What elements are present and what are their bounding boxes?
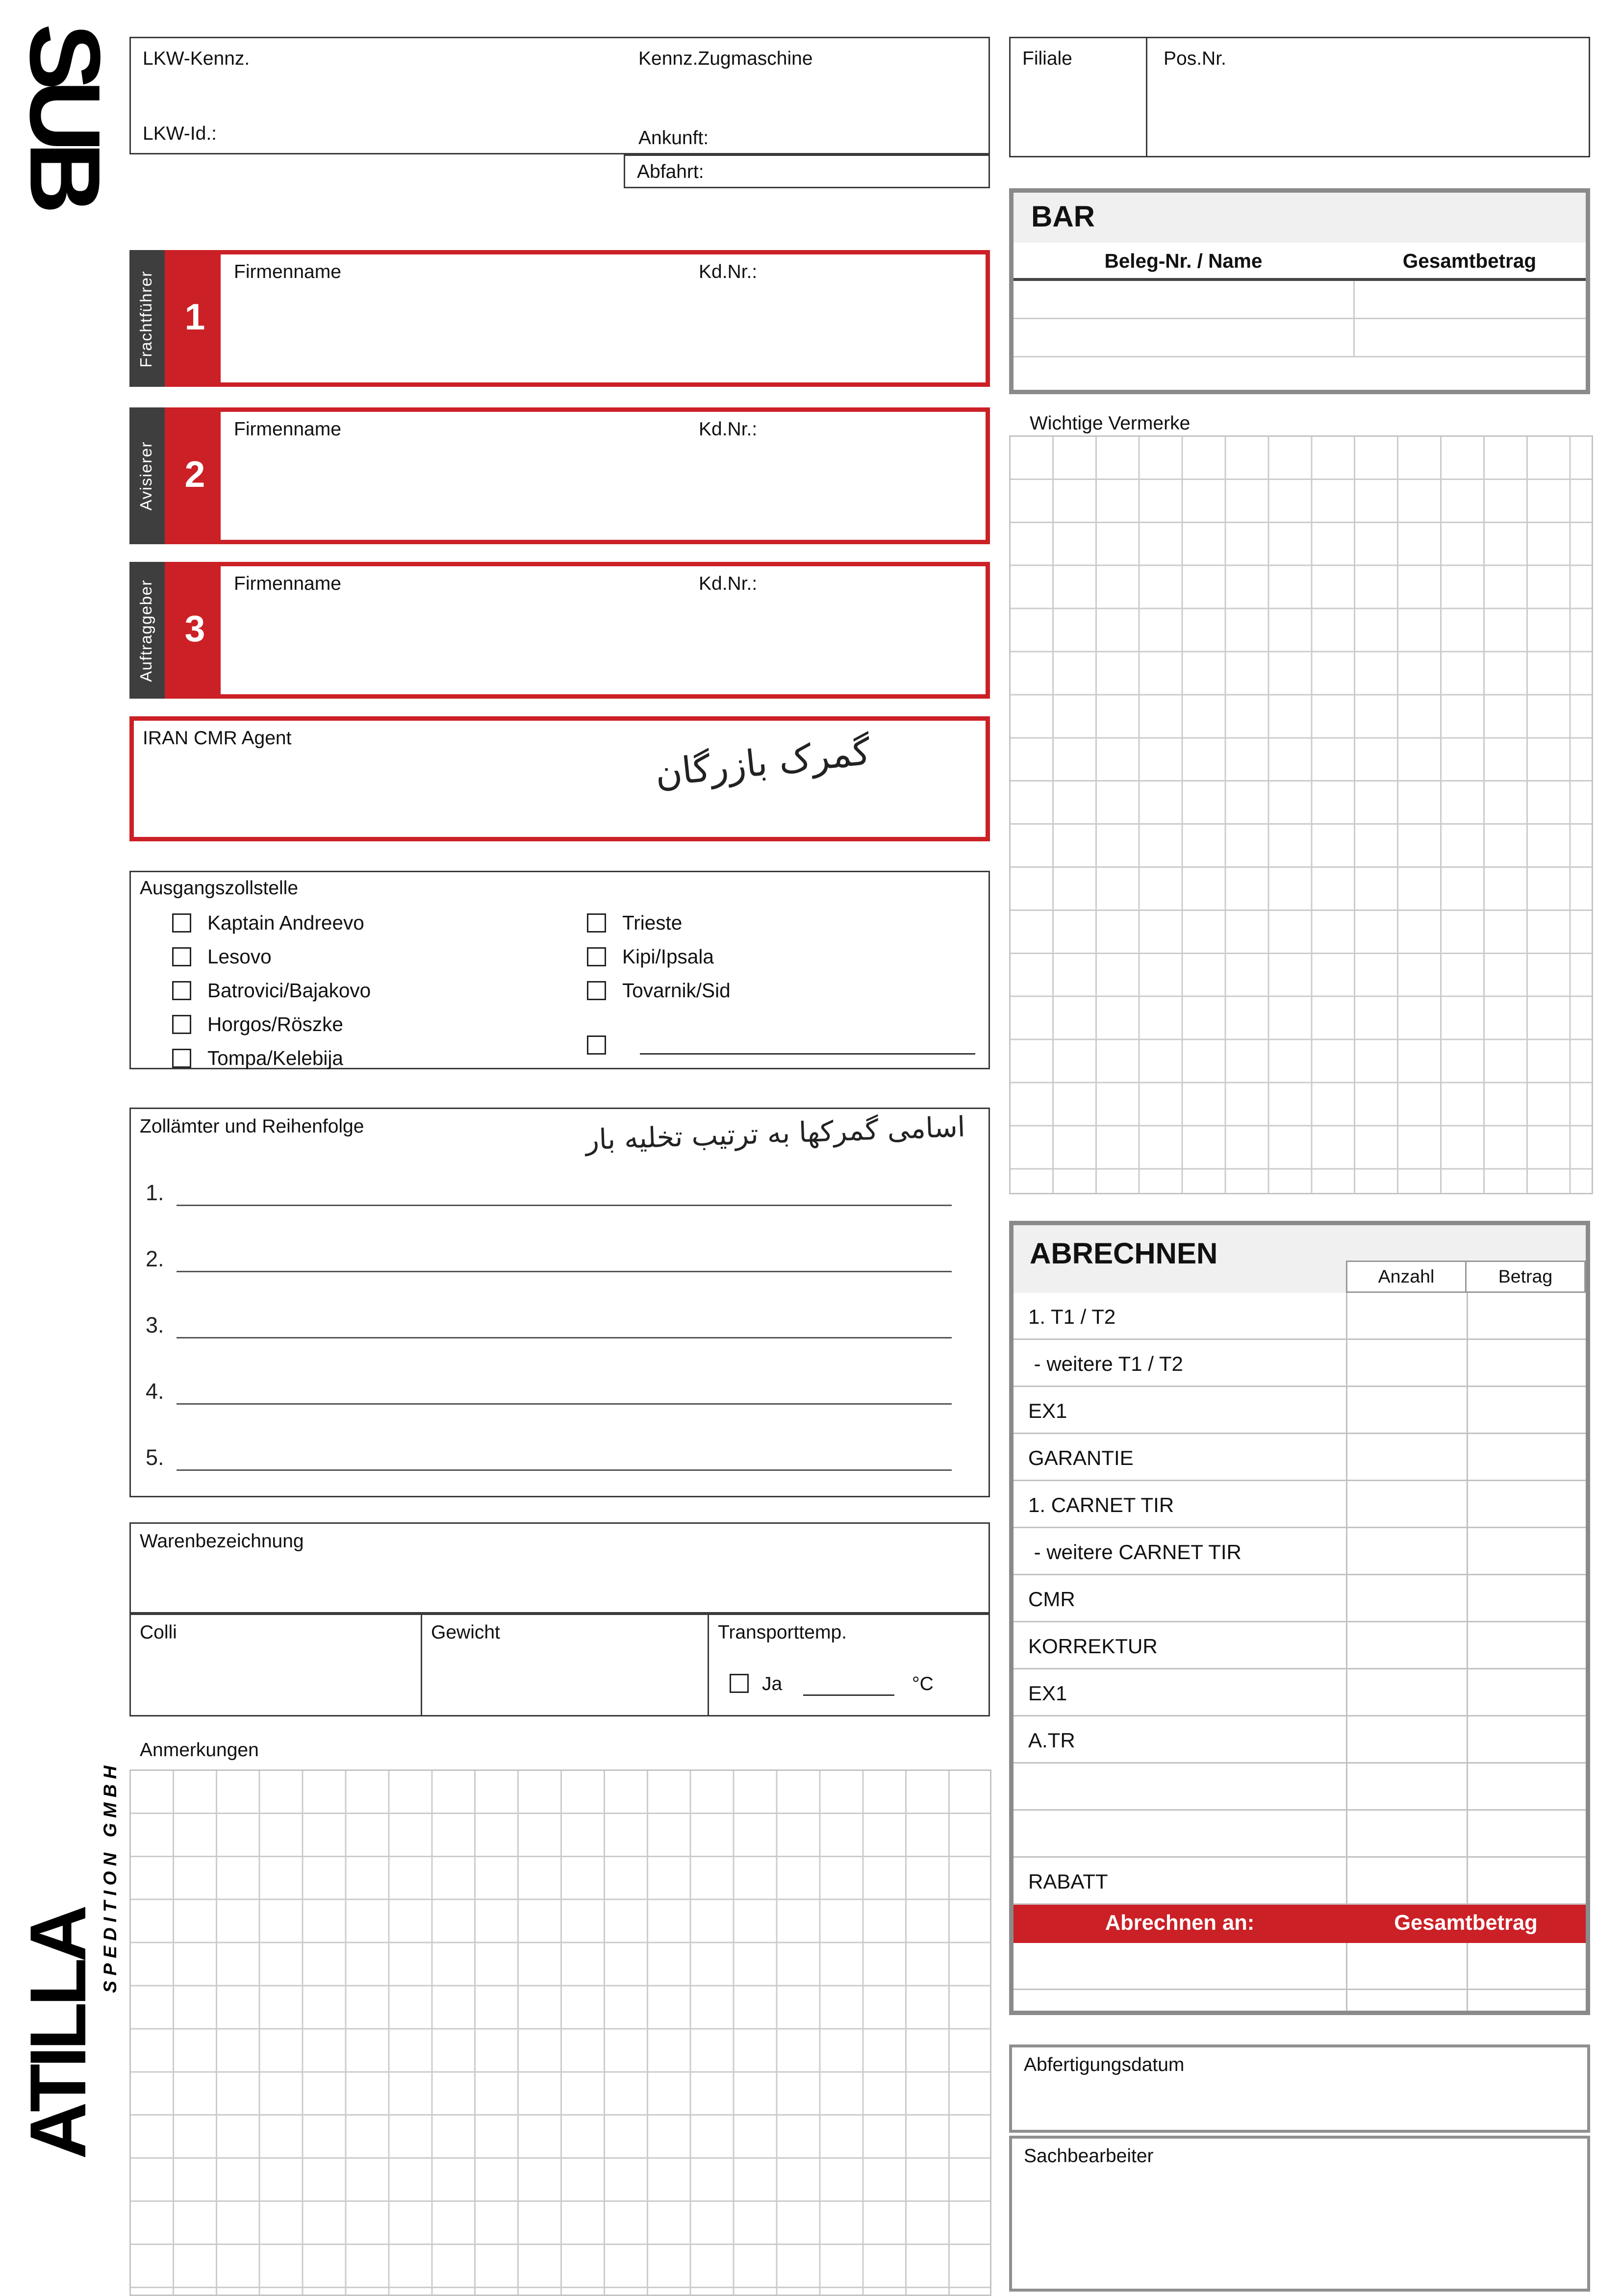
zollaemter-handwriting: اسامی گمرکها به ترتیب تخلیه بار — [584, 1111, 965, 1157]
party-number-badge: 1 — [169, 254, 221, 382]
anzahl-cell[interactable] — [1346, 1943, 1467, 1989]
anmerkungen-label: Anmerkungen — [140, 1739, 259, 1761]
ausgangszollstelle-box — [129, 871, 990, 1069]
zoll-option-label: Horgos/Röszke — [207, 1013, 343, 1035]
zoll-option — [172, 940, 371, 974]
write-line[interactable] — [176, 1312, 952, 1338]
party-role-label: Frachtführer — [138, 270, 156, 367]
transporttemp-cell[interactable] — [708, 1615, 991, 1715]
abrechnen-title: ABRECHNEN — [1030, 1238, 1218, 1271]
abrechnen-row-label: CMR — [1028, 1586, 1075, 1610]
betrag-cell[interactable] — [1467, 1528, 1586, 1574]
abrechnen-row — [1014, 1481, 1586, 1528]
party-role-strip — [129, 562, 165, 699]
zollamt-line-1 — [146, 1180, 952, 1206]
betrag-cell[interactable] — [1467, 1716, 1586, 1762]
filiale-divider — [1146, 38, 1147, 156]
zoll-option-label: Kaptain Andreevo — [207, 912, 364, 934]
abrechnen-row — [1014, 1764, 1586, 1811]
party-role-label: Auftraggeber — [138, 579, 156, 681]
colli-cell[interactable] — [131, 1615, 421, 1715]
anzahl-cell[interactable] — [1346, 1990, 1467, 2015]
write-line[interactable] — [176, 1246, 952, 1272]
party-role-strip — [129, 407, 165, 544]
party-frachtfuehrer — [129, 250, 990, 387]
line-number: 5. — [146, 1446, 164, 1471]
bar-cell-betrag[interactable] — [1355, 281, 1586, 318]
zoll-checkbox[interactable] — [172, 913, 191, 933]
bar-col-gesamtbetrag-label: Gesamtbetrag — [1402, 249, 1537, 272]
ausgangszollstelle-label: Ausgangszollstelle — [140, 877, 299, 899]
line-number: 2. — [146, 1247, 164, 1272]
kennz-zugmaschine-label: Kennz.Zugmaschine — [638, 47, 813, 69]
abrechnen-row — [1014, 1811, 1586, 1858]
zoll-option-other — [587, 1028, 975, 1062]
betrag-cell[interactable] — [1467, 1943, 1586, 1989]
bar-row[interactable] — [1014, 281, 1586, 319]
ankunft-label: Ankunft: — [638, 126, 709, 149]
colli-label: Colli — [140, 1621, 177, 1643]
anzahl-cell[interactable] — [1346, 1858, 1467, 1903]
bar-column-headers — [1014, 243, 1586, 281]
abrechnen-header — [1014, 1225, 1586, 1293]
betrag-cell[interactable] — [1467, 1990, 1586, 2015]
brand-atilla: ATILLA — [15, 1909, 103, 2159]
zoll-checkbox[interactable] — [587, 981, 606, 1000]
abrechnen-row — [1014, 1716, 1586, 1764]
anzahl-cell[interactable] — [1346, 1340, 1467, 1386]
zoll-option — [172, 906, 371, 940]
abfahrt-box[interactable] — [624, 154, 990, 188]
gesamtbetrag-label: Gesamtbetrag — [1394, 1912, 1538, 1936]
betrag-cell[interactable] — [1467, 1669, 1586, 1715]
zollaemter-label: Zollämter und Reihenfolge — [140, 1115, 364, 1137]
betrag-cell[interactable] — [1467, 1622, 1586, 1668]
party-number-badge: 2 — [169, 412, 221, 540]
anzahl-column-header: Anzahl — [1346, 1261, 1467, 1293]
abrechnen-row — [1014, 1434, 1586, 1481]
zoll-other-write-line[interactable] — [640, 1035, 975, 1055]
party-field-box[interactable] — [165, 407, 990, 544]
abrechnen-row-label: RABATT — [1028, 1868, 1108, 1892]
warenbezeichnung-label: Warenbezeichnung — [140, 1530, 304, 1552]
zoll-checkbox[interactable] — [587, 913, 606, 933]
abrechnen-row-label: A.TR — [1028, 1727, 1075, 1751]
anzahl-cell[interactable] — [1346, 1669, 1467, 1715]
abrechnen-row — [1014, 1990, 1586, 2015]
zollamt-line-3 — [146, 1312, 952, 1338]
zoll-option-label: Tovarnik/Sid — [622, 980, 731, 1002]
zollaemter-box — [129, 1108, 990, 1497]
transporttemp-label: Transporttemp. — [718, 1621, 847, 1643]
abrechnen-row — [1014, 1669, 1586, 1716]
kdnr-label: Kd.Nr.: — [699, 418, 758, 440]
anzahl-cell[interactable] — [1346, 1764, 1467, 1809]
write-line[interactable] — [176, 1180, 952, 1206]
zollamt-line-5 — [146, 1444, 952, 1471]
abrechnen-row — [1014, 1622, 1586, 1669]
measures-row — [129, 1614, 990, 1716]
anzahl-cell[interactable] — [1346, 1434, 1467, 1480]
betrag-cell[interactable] — [1467, 1340, 1586, 1386]
line-number: 3. — [146, 1313, 164, 1338]
party-auftraggeber — [129, 562, 990, 699]
temp-write-line[interactable] — [803, 1677, 894, 1696]
party-role-label: Avisierer — [138, 441, 156, 511]
betrag-cell[interactable] — [1467, 1811, 1586, 1856]
anzahl-cell[interactable] — [1346, 1481, 1467, 1527]
zoll-checkbox[interactable] — [587, 947, 606, 966]
abrechnen-row — [1014, 1293, 1586, 1340]
abfahrt-label: Abfahrt: — [637, 160, 704, 182]
zoll-option-label: Tompa/Kelebija — [207, 1047, 343, 1069]
betrag-cell[interactable] — [1467, 1481, 1586, 1527]
abrechnen-row-label: EX1 — [1028, 1398, 1067, 1422]
zoll-option — [172, 1041, 371, 1075]
abrechnen-row — [1014, 1943, 1586, 1990]
betrag-cell[interactable] — [1467, 1434, 1586, 1480]
anzahl-cell[interactable] — [1346, 1387, 1467, 1433]
abrechnen-row-label: 1. T1 / T2 — [1028, 1304, 1116, 1328]
temp-ja-label: Ja — [762, 1672, 783, 1694]
abrechnen-an-label: Abrechnen an: — [1105, 1912, 1255, 1936]
gewicht-label: Gewicht — [431, 1621, 500, 1643]
abrechnen-row-label: EX1 — [1028, 1680, 1067, 1704]
zoll-option — [587, 940, 975, 974]
abrechnen-row — [1014, 1575, 1586, 1622]
firmenname-label: Firmenname — [234, 572, 341, 594]
filiale-label: Filiale — [1022, 47, 1072, 69]
line-number: 4. — [146, 1380, 164, 1405]
party-number-badge: 3 — [169, 566, 221, 694]
zollstelle-column-2 — [587, 906, 975, 1062]
anzahl-cell[interactable] — [1346, 1716, 1467, 1762]
anzahl-cell[interactable] — [1346, 1293, 1467, 1338]
bar-title: BAR — [1031, 201, 1095, 233]
abrechnen-row-label: - weitere T1 / T2 — [1028, 1351, 1183, 1375]
zoll-checkbox[interactable] — [587, 1035, 606, 1055]
iran-agent-handwriting: گمرک بازرگان — [653, 730, 873, 795]
zollamt-line-2 — [146, 1246, 952, 1272]
bar-cell-betrag[interactable] — [1355, 319, 1586, 356]
bar-box — [1009, 188, 1590, 394]
kdnr-label: Kd.Nr.: — [699, 260, 758, 282]
zollamt-line-4 — [146, 1378, 952, 1405]
abrechnen-row-label: GARANTIE — [1028, 1445, 1134, 1469]
vermerke-grid[interactable] — [1009, 435, 1593, 1194]
betrag-cell[interactable] — [1467, 1387, 1586, 1433]
firmenname-label: Firmenname — [234, 260, 341, 282]
zoll-checkbox[interactable] — [172, 1015, 191, 1034]
bar-row[interactable] — [1014, 319, 1586, 357]
zollstelle-column-1 — [172, 906, 371, 1075]
zoll-checkbox[interactable] — [172, 947, 191, 966]
zoll-option-label: Trieste — [622, 912, 683, 934]
bar-cell-name[interactable] — [1014, 319, 1355, 356]
firmenname-label: Firmenname — [234, 418, 341, 440]
abrechnen-row-label: KORREKTUR — [1028, 1633, 1158, 1657]
zoll-checkbox[interactable] — [172, 981, 191, 1000]
anzahl-cell[interactable] — [1346, 1811, 1467, 1856]
lkw-kennz-label: LKW-Kennz. — [143, 47, 250, 69]
abrechnen-footer-bar — [1014, 1905, 1586, 1943]
sachbearbeiter-label: Sachbearbeiter — [1024, 2145, 1154, 2167]
betrag-cell[interactable] — [1467, 1293, 1586, 1338]
write-line[interactable] — [176, 1378, 952, 1405]
temp-ja-checkbox[interactable] — [730, 1674, 749, 1693]
kdnr-label: Kd.Nr.: — [699, 572, 758, 594]
abrechnen-box — [1009, 1221, 1590, 2015]
zoll-option — [587, 974, 975, 1008]
anmerkungen-grid[interactable] — [129, 1769, 991, 2296]
party-field-box[interactable] — [165, 562, 990, 699]
party-field-box[interactable] — [165, 250, 990, 387]
bar-header — [1014, 193, 1586, 243]
filiale-posnr-box[interactable] — [1009, 37, 1590, 157]
zoll-option — [172, 974, 371, 1008]
zoll-option — [172, 1008, 371, 1041]
zoll-option-label: Kipi/Ipsala — [622, 946, 714, 968]
brand-subtitle: SPEDITION GMBH — [100, 1760, 121, 1993]
zoll-option-label: Batrovici/Bajakovo — [207, 980, 371, 1002]
zoll-option — [587, 906, 975, 940]
warenbezeichnung-box[interactable] — [129, 1522, 990, 1614]
lkw-id-label: LKW-Id.: — [143, 122, 217, 144]
pos-nr-label: Pos.Nr. — [1164, 47, 1226, 69]
write-line[interactable] — [176, 1444, 952, 1471]
bar-cell-name[interactable] — [1014, 281, 1355, 318]
zoll-option-label: Lesovo — [207, 946, 272, 968]
party-role-strip — [129, 250, 165, 387]
bar-col-beleg-label: Beleg-Nr. / Name — [1104, 249, 1263, 272]
abrechnen-row-label: - weitere CARNET TIR — [1028, 1539, 1242, 1563]
iran-cmr-agent-box[interactable] — [129, 716, 990, 841]
anzahl-cell[interactable] — [1346, 1622, 1467, 1668]
line-number: 1. — [146, 1181, 164, 1206]
sub-logo: SUB — [8, 24, 121, 204]
betrag-cell[interactable] — [1467, 1764, 1586, 1809]
betrag-cell[interactable] — [1467, 1575, 1586, 1621]
temp-unit-label: °C — [912, 1672, 934, 1694]
abfertigungsdatum-box[interactable] — [1009, 2044, 1590, 2133]
party-avisierer — [129, 407, 990, 544]
zoll-checkbox[interactable] — [172, 1049, 191, 1068]
sachbearbeiter-box[interactable] — [1009, 2136, 1590, 2292]
gewicht-cell[interactable] — [421, 1615, 708, 1715]
anzahl-cell[interactable] — [1346, 1528, 1467, 1574]
betrag-cell[interactable] — [1467, 1858, 1586, 1903]
abfertigungsdatum-label: Abfertigungsdatum — [1024, 2053, 1185, 2075]
iran-cmr-agent-label: IRAN CMR Agent — [143, 727, 292, 749]
wichtige-vermerke-label: Wichtige Vermerke — [1030, 412, 1191, 434]
abrechnen-row — [1014, 1340, 1586, 1387]
abrechnen-row-label: 1. CARNET TIR — [1028, 1492, 1174, 1516]
abrechnen-row — [1014, 1387, 1586, 1434]
anzahl-cell[interactable] — [1346, 1575, 1467, 1621]
abrechnen-row — [1014, 1528, 1586, 1575]
abrechnen-row — [1014, 1858, 1586, 1905]
betrag-column-header: Betrag — [1465, 1261, 1586, 1293]
truck-info-box[interactable] — [129, 37, 990, 154]
